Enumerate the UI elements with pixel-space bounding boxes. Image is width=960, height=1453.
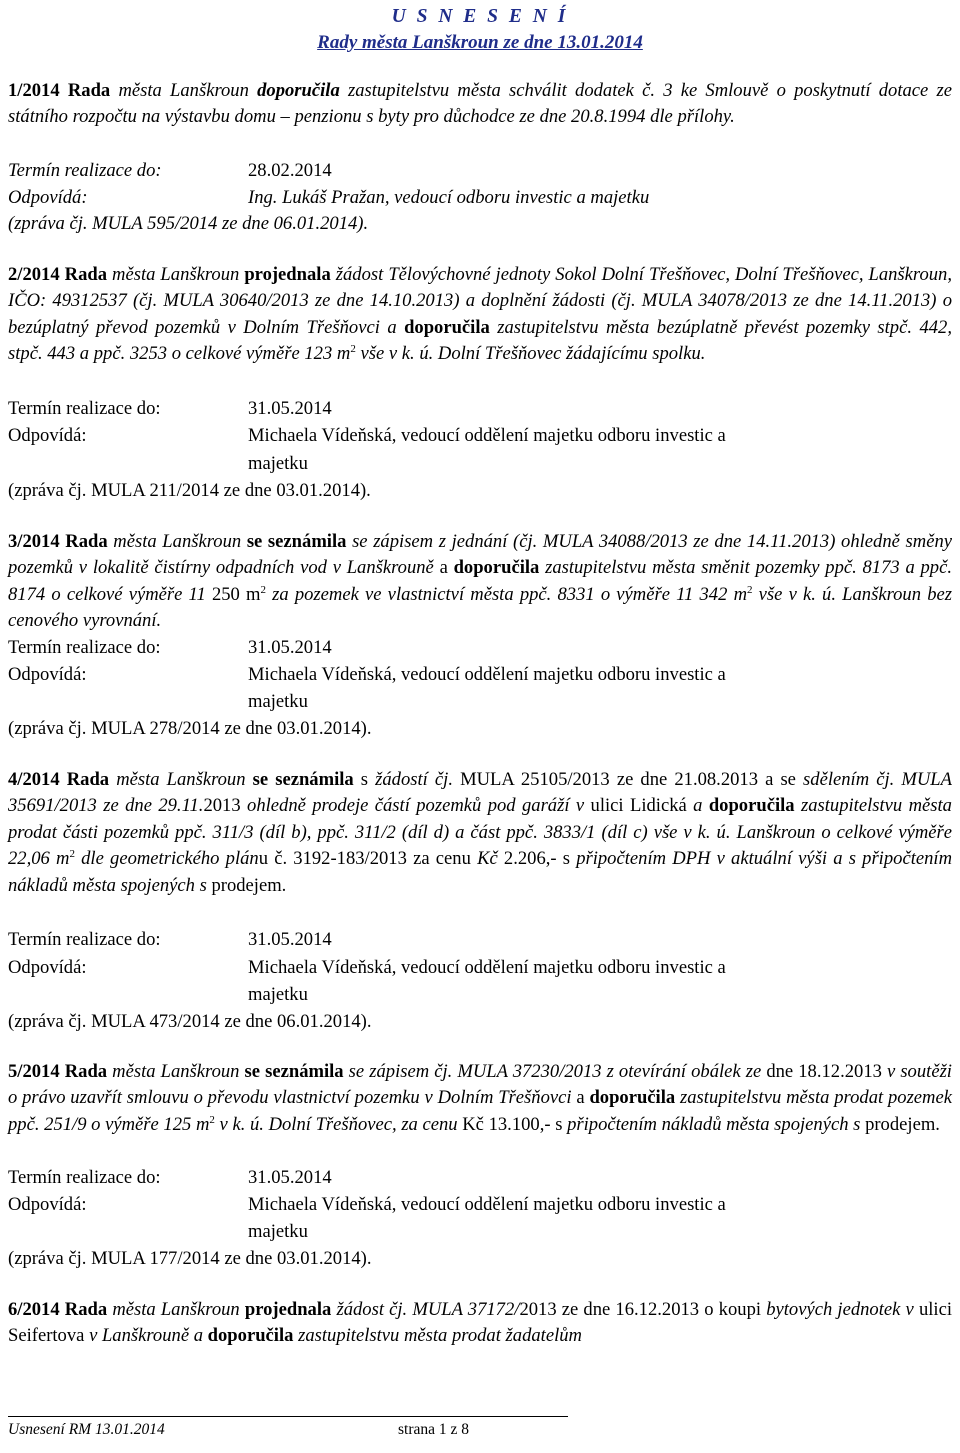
resolution-verb: se seznámila [252,769,354,790]
resolution-text-run: ohledně prodeje částí pozemků pod garáží v [247,795,591,817]
resolution-text-run: prodejem. [211,874,287,896]
resolution-text-run: Kč [477,848,504,870]
resolution-verb: doporučila [207,1325,294,1347]
termin-row [8,158,952,184]
resolution-text-run: prodejem. [865,1113,940,1135]
zprava-ref: (zpráva čj. MULA 595/2014 ze dne 06.01.2014). [8,213,369,234]
odpovida-value: Michaela Vídeňská, vedoucí oddělení majetku odboru investic a [248,664,726,685]
resolution-text [8,1299,952,1346]
resolution-text-run: 2013 [203,795,248,817]
resolution-text-run: žádostí čj. [375,769,461,790]
odpovida-row [8,955,952,981]
resolution-number: 3/2014 Rada [8,531,108,552]
resolution-text-run: města Lanškroun [107,264,245,285]
termin-row [8,396,952,422]
odpovida-label: Odpovídá: [8,1194,87,1215]
resolution-number: 1/2014 Rada [8,80,111,101]
resolution-text [8,1061,952,1135]
termin-value: 31.05.2014 [248,1167,332,1188]
termin-value: 31.05.2014 [248,398,332,419]
odpovida-row [8,1192,952,1218]
resolution-verb: se seznámila [246,531,347,552]
resolution-text-run: žádost čj. MULA 37172/ [331,1299,520,1320]
resolution-text-run: a [693,795,709,817]
odpovida-label: Odpovídá: [8,425,87,446]
resolution-text-run: u č. 3192-183/2013 za cenu [258,848,478,870]
resolution-text-run: bytových jednotek v [766,1299,919,1320]
odpovida-label: Odpovídá: [8,664,87,685]
resolution-text-run: 2 [69,848,75,861]
odpovida-value: Michaela Vídeňská, vedoucí oddělení majetku odboru investic a [248,957,726,978]
zprava-ref: (zpráva čj. MULA 278/2014 ze dne 03.01.2014). [8,718,372,739]
resolution-text-run: připočtením nákladů města spojených s [567,1113,866,1135]
resolution-verb: doporučila [589,1087,676,1109]
resolution-text-run: města Lanškroun [110,80,258,101]
resolution-verb: projednala [244,1299,332,1320]
resolution-text-run: sdělením čj. MULA 35691/2013 ze dne 29.11. [8,769,952,817]
resolution-text [8,769,952,896]
termin-value: 31.05.2014 [248,637,332,658]
resolution-text-run: 2 [260,583,266,596]
resolution-text-run: s [353,769,376,790]
resolution-text-run: a [439,557,454,579]
termin-row [8,1165,952,1191]
odpovida-row [8,423,952,449]
resolution-text-run: zastupitelstvu města prodat žadatelům [293,1325,582,1347]
odpovida-value: Michaela Vídeňská, vedoucí oddělení majetku odboru investic a [248,425,726,446]
resolution-text-run: města Lanškroun [109,769,253,790]
odpovida-continued: majetku [248,984,308,1005]
resolution-2 [8,262,952,368]
termin-row [8,927,952,953]
resolution-5 [8,1059,952,1138]
resolution-text-run: Kč 13.100,- s [462,1113,568,1135]
resolution-text-run: 2 [350,343,356,356]
resolution-verb: doporučila [708,795,795,817]
resolution-text-run: zastupitelstvu města směnit pozemky ppč. 8173 a ppč. 8174 o celkové výměře 11 [8,557,952,605]
resolution-text-run: v k. ú. Dolní Třešňovec, [214,1113,402,1135]
termin-label: Termín realizace do: [8,637,161,658]
resolution-verb: se seznámila [244,1061,344,1082]
resolution-6 [8,1297,952,1350]
footer-document-name: Usnesení RM 13.01.2014 [8,1421,165,1438]
resolution-text [8,264,952,364]
odpovida-continued: majetku [248,453,308,474]
termin-label: Termín realizace do: [8,160,162,181]
zprava-ref: (zpráva čj. MULA 473/2014 ze dne 06.01.2014). [8,1011,372,1032]
resolution-text-run: le přílohy. [659,106,735,128]
footer-divider [8,1416,568,1417]
resolution-text-run: se zápisem čj. MULA 37230/2013 z otevírání obálek ze [343,1061,767,1082]
resolution-3 [8,529,952,635]
document-page [8,0,953,1347]
resolution-text-run: žádost Tělovýchovné jednoty Sokol Dolní Třešňovec, Dolní Třešňovec, Lanškroun, IČO: 49312537 (čj. MULA 30640/2013 ze dne 14.10.2013) a doplnění žádosti (čj. MULA 34078/2013 ze dne 14.11.2013) o bezúplatný převod pozemků v Dolním Třešňovci a [8,264,952,338]
resolution-verb: projednala [244,264,331,285]
resolution-text-run: se zápisem z jednání (čj. MULA 34088/2013 ze dne 14.11.2013) ohledně směny pozemků v lokalitě čistírny odpadních vod v Lanškrouně [8,531,952,579]
odpovida-value: Michaela Vídeňská, vedoucí oddělení majetku odboru investic a [248,1194,726,1215]
resolution-text-run: 2 [747,583,753,596]
termin-label: Termín realizace do: [8,398,161,419]
footer-page-number: strana 1 z 8 [398,1421,470,1438]
resolution-text-run: města Lanškroun [107,531,247,552]
termin-value: 31.05.2014 [248,929,332,950]
resolution-text-run: dne 18.12.2013 [766,1061,887,1082]
resolution-text [8,531,952,631]
resolution-text-run: ulici Seifertova [8,1299,952,1347]
resolution-text-run: za cenu [401,1113,463,1135]
resolution-text-run: v Lanškrouně a [89,1325,208,1347]
resolution-text-run: vše v k. ú. Lanškroun bez cenového vyrovnání. [8,583,952,632]
document-title: U S N E S E N Í [391,6,569,27]
termin-row [8,635,952,661]
resolution-text-run: zastupitelstvu města prodat části pozemků ppč. 311/3 (díl b), ppč. 311/2 (díl d) a část ppč. 3833/1 (díl c) vše v k. ú. Lanškroun o celkové výměře 22,06 m [8,795,952,870]
resolution-4 [8,767,952,899]
resolution-text-run: MULA 25105/2013 ze dne 21.08.2013 a se [460,769,804,790]
resolution-text-run: a [576,1087,590,1109]
resolution-1 [8,78,952,131]
resolution-verb: doporučila [404,316,490,338]
resolution-text-run: připočtením DPH v aktuální výši a s připočtením nákladů města spojených s [8,848,953,896]
termin-label: Termín realizace do: [8,929,161,950]
resolution-text-run: ulici Lidická [590,795,694,817]
odpovida-continued: majetku [248,691,308,712]
resolution-text [8,80,952,127]
resolution-text-run: v soutěži o právo uzavřít smlouvu o převodu vlastnictví pozemku v Dolním Třešňovci [8,1061,952,1109]
odpovida-row [8,662,952,688]
resolution-text-run: města Lanškroun [107,1061,245,1082]
resolution-text-run: 250 m [211,583,261,605]
odpovida-continued: majetku [248,1221,308,1242]
resolution-verb: doporučila [257,80,340,101]
resolution-number: 5/2014 Rada [8,1061,108,1082]
document-subtitle: Rady města Lanškroun ze dne 13.01.2014 [317,32,643,53]
zprava-ref: (zpráva čj. MULA 177/2014 ze dne 03.01.2014). [8,1248,372,1269]
resolution-verb: doporučila [453,557,540,579]
resolution-text-run: vše v k. ú. Dolní Třešňovec žádajícímu spolku. [355,343,706,365]
resolution-text-run: zastupitelstvu města bezúplatně převést pozemky stpč. 442, stpč. 443 a ppč. 3253 o celkové výměře 123 m [8,316,952,365]
resolution-text-run: za pozemek ve vlastnictví města ppč. 8331 o výměře 11 342 m [265,583,747,605]
resolution-text-run: 2 [209,1113,215,1126]
resolution-text-run: zastupitelstvu města prodat pozemek ppč. 251/9 o výměře 125 m [8,1087,952,1135]
resolution-number: 4/2014 Rada [8,769,110,790]
termin-label: Termín realizace do: [8,1167,161,1188]
odpovida-label: Odpovídá: [8,187,88,208]
resolution-text-run: 2013 ze dne 16.12.2013 o koupi [519,1299,767,1320]
resolution-text-run: města Lanškroun [107,1299,245,1320]
odpovida-row [8,185,952,211]
zprava-ref: (zpráva čj. MULA 211/2014 ze dne 03.01.2014). [8,480,371,501]
resolution-text-run: dle geometrického plán [74,848,259,870]
resolution-text-run: zastupitelstvu města schválit dodatek č. 3 ke Smlouvě o poskytnutí dotace ze státního rozpočtu na výstavbu domu – penzionu s byty pro důchodce ze dne 20.8.1994 d [8,80,952,128]
resolution-text-run: 2.206,- s [503,848,577,870]
odpovida-label: Odpovídá: [8,957,87,978]
odpovida-value: Ing. Lukáš Pražan, vedoucí odboru investic a majetku [248,187,650,208]
resolution-number: 2/2014 Rada [8,264,108,285]
resolution-number: 6/2014 Rada [8,1299,108,1320]
termin-value: 28.02.2014 [248,160,332,181]
